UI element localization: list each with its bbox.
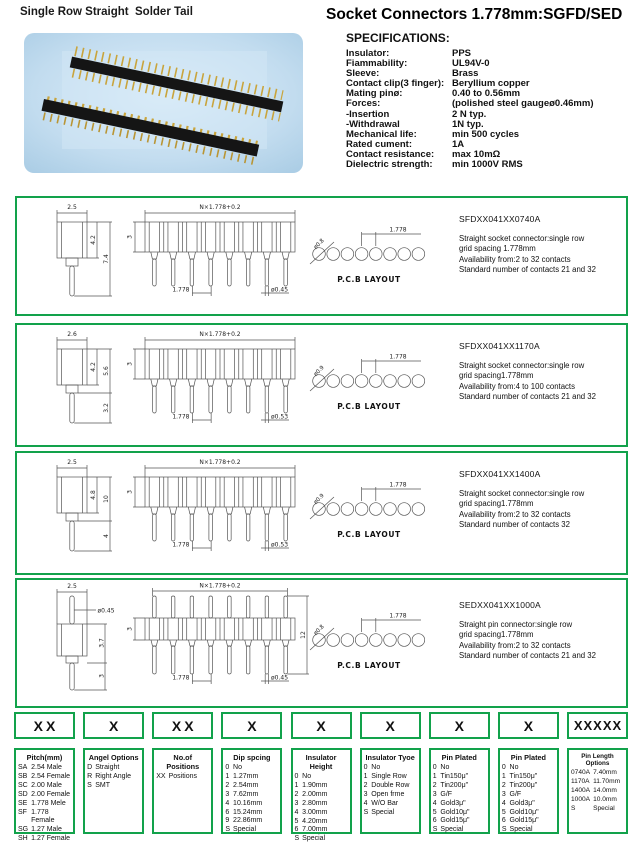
- option-code: R: [87, 772, 93, 780]
- option-code: S: [571, 804, 576, 812]
- option-code: 4: [225, 799, 230, 807]
- panel-text: [459, 469, 621, 530]
- order-options-list: [156, 773, 209, 782]
- order-options-list: [433, 764, 486, 835]
- option-code: 1400A: [571, 786, 591, 794]
- spec-label: Fiammability:: [346, 58, 408, 70]
- dim-pin-dia: ø0.53: [271, 413, 289, 421]
- option-code: 0: [363, 764, 368, 771]
- dim-body-height: 3.7: [98, 638, 106, 648]
- order-column-title: No.of Positions: [166, 753, 200, 771]
- order-column-insulator-height: [291, 712, 352, 843]
- dim-width: 2.5: [67, 459, 77, 466]
- order-options-box: [221, 748, 282, 834]
- option-label: Special: [593, 804, 615, 812]
- option-code: 3: [294, 799, 299, 807]
- technical-drawing: [17, 325, 457, 441]
- option-label: No: [440, 764, 450, 771]
- dim-pin-dia: ø0.45: [271, 674, 289, 682]
- dim-hole-dia: ø0.9: [312, 364, 326, 378]
- order-options-list: [295, 773, 348, 844]
- option-code: SG: [18, 826, 29, 834]
- product-photo: [24, 33, 303, 173]
- option-code: 5: [294, 817, 299, 825]
- spec-label: Dielectric strength:: [346, 159, 433, 171]
- spec-label: Sleeve:: [346, 68, 380, 80]
- pcb-layout: [310, 482, 425, 540]
- option-label: 2.00mm: [302, 790, 328, 798]
- option-label: 3.00mm: [302, 808, 328, 816]
- option-label: 7.00mm: [302, 826, 328, 834]
- front-view: [127, 331, 296, 423]
- option-code: S: [432, 826, 438, 834]
- option-code: 6: [432, 817, 437, 825]
- spec-label: Forces:: [346, 98, 381, 110]
- part-description: [459, 489, 621, 530]
- option-label: 11.70mm: [593, 777, 621, 785]
- description-line: Straight socket connector:single row: [459, 234, 585, 243]
- order-options-box: [567, 748, 628, 834]
- spec-label: Contact clip(3 finger):: [346, 78, 445, 90]
- spec-row: [346, 160, 638, 170]
- option-label: 10.0mm: [593, 795, 617, 803]
- option-label: Gold3μ": [509, 799, 535, 807]
- option-label: Right Angle: [95, 772, 131, 780]
- dim-body-height: 4.8: [90, 490, 97, 500]
- option-label: Tin150μ": [509, 772, 538, 780]
- dim-span: N×1.778+0.2: [199, 582, 241, 590]
- product-panel-sfd-0740: [15, 196, 628, 316]
- spec-label: Insulator:: [346, 48, 390, 59]
- description-line: grid spacing 1.778mm: [459, 244, 536, 254]
- pcb-layout-label: P.C.B LAYOUT: [337, 402, 401, 411]
- description-line: Standard number of contacts 32: [459, 519, 570, 529]
- order-options-box: [429, 748, 490, 834]
- spec-label: Contact resistance:: [346, 148, 435, 160]
- order-options-box: [152, 748, 213, 834]
- page-subtitle: Single Row Straight Solder Tail: [20, 6, 193, 18]
- option-label: Special: [509, 826, 533, 834]
- dim-total-height: 5.6: [103, 366, 110, 376]
- dim-insulator-height: 3: [126, 490, 134, 494]
- order-options-list: [87, 764, 140, 791]
- specifications-heading: SPECIFICATIONS:: [346, 31, 450, 45]
- option-label: 2.00 Female: [31, 790, 71, 798]
- connector-photo-illustration: [24, 33, 303, 173]
- option-code: SH: [18, 835, 28, 843]
- order-options-box: [291, 748, 352, 843]
- option-code: 5: [432, 808, 437, 816]
- dim-pitch: 1.778: [172, 286, 190, 294]
- option-label: No: [509, 764, 519, 771]
- specifications-list: [346, 49, 638, 170]
- option-code: 0: [294, 773, 299, 780]
- option-label: 1.27 Male: [31, 826, 62, 834]
- order-column-title: Insulator Height: [305, 753, 337, 771]
- dim-hole-dia: ø0.9: [312, 492, 326, 506]
- option-code: 6: [225, 808, 230, 816]
- option-code: 1: [294, 781, 299, 789]
- order-options-list: [18, 764, 71, 844]
- part-number: SFDXX041XX0740A: [459, 214, 541, 224]
- order-options-list: [225, 764, 278, 835]
- front-view: [127, 583, 310, 685]
- side-view: [57, 583, 115, 690]
- option-label: Gold10μ": [440, 808, 470, 816]
- spec-row: [346, 59, 638, 69]
- dim-insulator-height: 3: [126, 627, 134, 631]
- dim-pitch: 1.778: [172, 541, 190, 549]
- description-line: Availability from:2 to 32 contacts: [459, 640, 571, 650]
- option-code: 3: [432, 790, 437, 798]
- option-code: 2: [432, 781, 437, 789]
- order-options-box: [83, 748, 144, 834]
- option-code: D: [87, 764, 93, 771]
- order-options-box: [14, 748, 75, 843]
- front-view: [127, 459, 296, 551]
- order-column-title: Insulator Tyoe: [365, 753, 415, 762]
- description-line: Straight socket connector:single row: [459, 489, 585, 498]
- order-options-list: [364, 764, 417, 817]
- dim-total-height: 12: [300, 631, 307, 639]
- order-code-box: X: [83, 712, 144, 739]
- description-line: Straight pin connector:single row: [459, 620, 573, 629]
- dim-pin-dia: ø0.45: [271, 286, 289, 294]
- option-code: 0: [432, 764, 437, 771]
- spec-value: Brass: [452, 68, 479, 80]
- order-column-title: Pin Plated: [441, 753, 477, 762]
- technical-drawing: [17, 198, 457, 310]
- order-column-title: Pitch(mm): [26, 753, 63, 762]
- spec-value: (polished steel gaugeø0.46mm): [452, 98, 594, 110]
- option-label: Special: [371, 808, 395, 816]
- dim-pin-dia: ø0.53: [271, 541, 289, 549]
- front-view: [127, 204, 296, 296]
- option-code: 1170A: [571, 777, 590, 785]
- option-label: 22.86mm: [233, 817, 263, 825]
- option-label: 1.90mm: [302, 781, 328, 789]
- option-label: G/F: [440, 790, 453, 798]
- option-code: 9: [225, 817, 230, 825]
- option-code: SF: [18, 808, 27, 816]
- dim-hole-pitch: 1.778: [389, 226, 407, 234]
- option-label: Open frme: [371, 790, 405, 798]
- side-view: [57, 331, 112, 423]
- option-code: 1: [432, 772, 437, 780]
- spec-value: 1N typ.: [452, 118, 484, 130]
- dim-width: 2.6: [67, 331, 77, 338]
- option-code: SB: [18, 772, 28, 780]
- part-number: SEDXX041XX1000A: [459, 600, 541, 610]
- order-code-box: XXXXX: [567, 712, 628, 739]
- spec-label: Rated cument:: [346, 138, 412, 150]
- panel-text: [459, 600, 621, 661]
- order-column-pitch: [14, 712, 75, 843]
- option-label: Tin150μ": [440, 772, 469, 780]
- order-column-title: Angel Options: [88, 753, 139, 762]
- option-label: Special: [233, 826, 257, 834]
- option-code: SA: [18, 764, 28, 771]
- dim-insulator-height: 3: [126, 362, 134, 366]
- spec-value: max 10mΩ: [452, 148, 501, 160]
- order-code-box: X: [498, 712, 559, 739]
- option-label: Positions: [168, 773, 197, 780]
- option-label: Tin200μ": [440, 781, 469, 789]
- option-code: XX: [156, 773, 166, 780]
- part-description: [459, 234, 621, 275]
- order-column-title: Pin Length Options: [581, 753, 614, 767]
- technical-drawing: [17, 453, 457, 569]
- option-code: 1: [501, 772, 506, 780]
- option-code: 4: [501, 799, 506, 807]
- technical-drawing: [17, 580, 457, 702]
- option-code: S: [363, 808, 369, 816]
- pcb-layout-label: P.C.B LAYOUT: [337, 530, 401, 539]
- option-code: S: [87, 781, 92, 789]
- pcb-layout-label: P.C.B LAYOUT: [337, 275, 401, 284]
- panel-text: [459, 214, 621, 275]
- order-code-box: XX: [14, 712, 75, 739]
- dim-tail-length: 3.2: [103, 403, 110, 413]
- option-label: 7.62mm: [233, 790, 259, 798]
- part-number: SFDXX041XX1400A: [459, 469, 541, 479]
- option-code: 4: [363, 799, 368, 807]
- option-label: Gold15μ": [440, 817, 470, 825]
- option-label: SMT: [95, 781, 110, 789]
- description-line: Standard number of contacts 21 and 32: [459, 650, 596, 660]
- option-code: S: [294, 835, 300, 843]
- spec-value: min 1000V RMS: [452, 159, 523, 171]
- dim-insulator-height: 3: [126, 235, 134, 239]
- order-options-box: [498, 748, 559, 834]
- order-code-box: XX: [152, 712, 213, 739]
- order-column-pin-plated-2: [498, 712, 559, 834]
- option-label: W/O Bar: [371, 799, 399, 807]
- spec-value: Beryllium copper: [452, 78, 530, 90]
- description-line: grid spacing1.778mm: [459, 499, 534, 509]
- product-panel-sed-1000: [15, 578, 628, 708]
- option-label: 2.54 Female: [31, 772, 71, 780]
- order-options-box: [360, 748, 421, 834]
- order-column-pin-length: [567, 712, 628, 834]
- option-label: 1.27mm: [233, 772, 259, 780]
- option-code: 6: [501, 817, 506, 825]
- option-code: SD: [18, 790, 28, 798]
- option-code: 6: [294, 826, 299, 834]
- dim-hole-dia: ø0.8: [312, 237, 326, 251]
- option-label: Single Row: [371, 772, 407, 780]
- spec-value: 1A: [452, 138, 465, 150]
- option-code: S: [501, 826, 507, 834]
- description-line: grid spacing1.778mm: [459, 630, 534, 640]
- part-description: [459, 620, 621, 661]
- spec-value: 2 N typ.: [452, 108, 487, 120]
- option-label: No: [302, 773, 312, 780]
- option-code: 1: [363, 772, 368, 780]
- dim-pin-dia: ø0.45: [97, 607, 115, 615]
- option-label: No: [233, 764, 242, 771]
- option-code: 2: [501, 781, 506, 789]
- dim-pitch: 1.778: [172, 674, 190, 682]
- spec-label: -Withdrawal: [346, 118, 400, 130]
- spec-label: -Insertion: [346, 108, 390, 120]
- spec-value: min 500 cycles: [452, 128, 520, 140]
- dim-hole-pitch: 1.778: [389, 353, 407, 361]
- option-code: 0: [225, 764, 230, 771]
- dim-total-height: 7.4: [103, 254, 110, 264]
- panel-text: [459, 341, 621, 402]
- pcb-layout: [310, 354, 425, 412]
- option-label: 7.40mm: [593, 769, 617, 776]
- option-label: 14.0mm: [593, 786, 617, 794]
- spec-label: Mating pinø:: [346, 88, 403, 100]
- dim-span: N×1.778+0.2: [199, 204, 241, 211]
- description-line: Standard number of contacts 21 and 32: [459, 264, 596, 274]
- dim-tail-length: 4: [103, 534, 110, 538]
- order-column-title: Pin Plated: [510, 753, 547, 762]
- dim-tail-length: 3: [98, 674, 106, 678]
- order-options-list: [502, 764, 555, 835]
- ordering-code-table: [14, 712, 628, 843]
- dim-total-height: 10: [103, 495, 110, 503]
- description-line: Availability from:2 to 32 contacts: [459, 509, 571, 519]
- dim-width: 2.5: [67, 583, 77, 590]
- option-label: 1.27 Female: [31, 835, 71, 843]
- option-label: 2.00 Male: [31, 781, 62, 789]
- dim-span: N×1.778+0.2: [199, 331, 241, 338]
- dim-hole-dia: ø0.8: [312, 623, 326, 637]
- option-code: S: [225, 826, 231, 834]
- dim-pitch: 1.778: [172, 413, 190, 421]
- spec-value: PPS: [452, 48, 472, 59]
- option-label: 10.16mm: [233, 799, 263, 807]
- order-column-insulator-type: [360, 712, 421, 834]
- order-column-pin-plated-1: [429, 712, 490, 834]
- option-label: G/F: [509, 790, 522, 798]
- option-label: No: [371, 764, 381, 771]
- option-code: 3: [501, 790, 506, 798]
- side-view: [57, 459, 112, 551]
- order-column-dip-spacing: [221, 712, 282, 834]
- spec-value: UL94V-0: [452, 58, 490, 70]
- option-code: 4: [294, 808, 299, 816]
- option-code: SC: [18, 781, 28, 789]
- order-options-list: [571, 769, 624, 814]
- spec-label: Mechanical life:: [346, 128, 417, 140]
- order-code-box: X: [429, 712, 490, 739]
- option-label: 15.24mm: [233, 808, 263, 816]
- pcb-layout-label: P.C.B LAYOUT: [337, 661, 401, 670]
- option-code: 0: [501, 764, 506, 771]
- spec-row: [346, 99, 638, 109]
- option-label: 1.778 Female: [31, 808, 55, 825]
- option-label: 2.54 Male: [31, 764, 62, 771]
- option-code: 0740A: [571, 769, 591, 776]
- description-line: Availability from:4 to 100 contacts: [459, 381, 576, 391]
- option-label: Gold3μ": [440, 799, 466, 807]
- option-label: 4.20mm: [302, 817, 328, 825]
- option-label: Gold15μ": [509, 817, 539, 825]
- option-label: Straight: [95, 764, 120, 771]
- description-line: Standard number of contacts 21 and 32: [459, 391, 596, 401]
- dim-body-height: 4.2: [90, 362, 97, 372]
- product-panel-sfd-1170: [15, 323, 628, 447]
- order-column-title: Dip spcing: [233, 753, 271, 762]
- option-label: 2.80mm: [302, 799, 328, 807]
- option-label: 1.778 Mele: [31, 799, 66, 807]
- option-code: 3: [225, 790, 230, 798]
- pcb-layout: [310, 227, 425, 285]
- option-code: 2: [294, 790, 299, 798]
- description-line: Availability from:2 to 32 contacts: [459, 254, 571, 264]
- option-code: 5: [501, 808, 506, 816]
- dim-hole-pitch: 1.778: [389, 612, 407, 620]
- order-code-box: X: [360, 712, 421, 739]
- spec-value: 0.40 to 0.56mm: [452, 88, 521, 100]
- part-description: [459, 361, 621, 402]
- option-code: 2: [225, 781, 230, 789]
- dim-hole-pitch: 1.778: [389, 481, 407, 489]
- option-code: SE: [18, 799, 28, 807]
- page-title: Socket Connectors 1.778mm:SGFD/SED: [326, 6, 623, 23]
- option-label: Special: [440, 826, 464, 834]
- option-label: 2.54mm: [233, 781, 259, 789]
- dim-body-height: 4.2: [90, 235, 97, 245]
- description-line: Straight socket connector:single row: [459, 361, 585, 370]
- option-code: 3: [363, 790, 368, 798]
- product-panel-sfd-1400: [15, 451, 628, 575]
- option-label: Tin200μ": [509, 781, 538, 789]
- option-label: Gold10μ": [509, 808, 539, 816]
- option-code: 2: [363, 781, 368, 789]
- side-view: [57, 204, 112, 296]
- order-column-angle: [83, 712, 144, 834]
- option-label: Double Row: [371, 781, 410, 789]
- option-code: 1000A: [571, 795, 591, 803]
- description-line: grid spacing1.778mm: [459, 371, 534, 381]
- dim-width: 2.5: [67, 204, 77, 211]
- option-label: Special: [302, 835, 326, 843]
- dim-span: N×1.778+0.2: [199, 459, 241, 466]
- order-code-box: X: [221, 712, 282, 739]
- option-code: 4: [432, 799, 437, 807]
- part-number: SFDXX041XX1170A: [459, 341, 540, 351]
- order-column-positions: [152, 712, 213, 834]
- pcb-layout: [310, 613, 425, 671]
- option-code: 1: [225, 772, 230, 780]
- order-code-box: X: [291, 712, 352, 739]
